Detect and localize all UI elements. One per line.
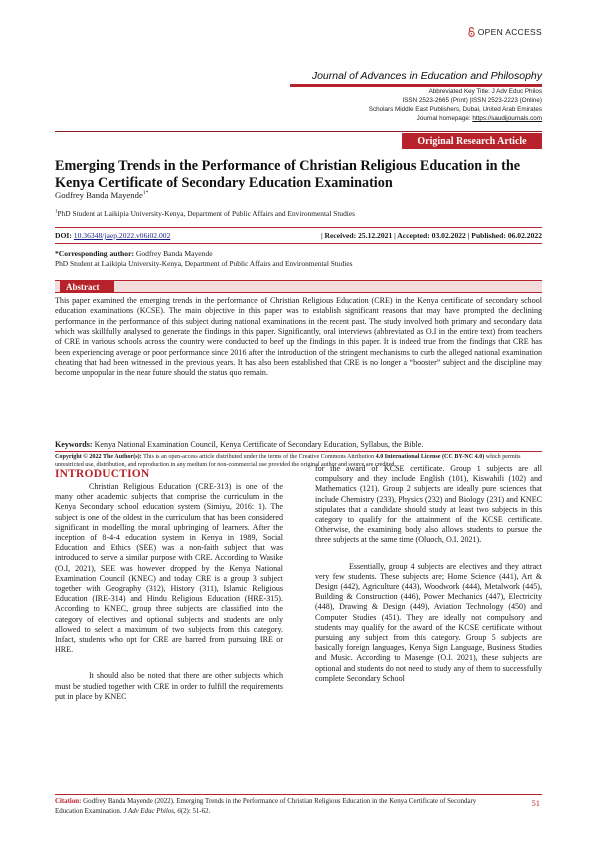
publication-dates: | Received: 25.12.2021 | Accepted: 03.02.2022 | Published: 06.02.2022 [320,231,542,240]
open-access-label: OPEN ACCESS [477,27,542,37]
doi-dates-row [55,231,542,240]
affiliation-superscript: 1 [55,209,58,215]
citation-label: Citation: [55,798,82,805]
intro-paragraph-3: for the award of KCSE certificate. Group 1 subjects are all compulsory and they include English (101), Kiswahili (102) and Mathematics (121). Group 2 subjects are ideally pure sciences that include Chemistry (233), Physics (232) and Biology (231) and KNEC stipulates that a candidate should study at least two subjects in this category to qualify for the attainment of the KCSE certificate. Otherwise, the examining body also allows students to pursue the three subjects at the same time (Oluoch, O.I. 2021). [315,464,542,545]
open-lock-icon [468,27,475,37]
homepage-line [417,115,542,122]
abstract-heading-band [55,280,542,293]
abstract-heading: Abstract [60,281,114,292]
doi-block [55,231,170,240]
citation-text: Godfrey Banda Mayende (2022). Emerging Trends in the Performance of Christian Religious Education in the Kenya Certificate of Secondary Education Examination. [55,798,477,815]
copyright-text: This is an open-access article distributed under the terms of the Creative Commons Attribution [141,454,376,460]
abstract-text: This paper examined the emerging trends in the performance of Christian Religious Education (CRE) in the Kenya certificate of secondary school education examinations (KCSE). The main objective in this paper was to establish significant reasons that may have prompted the declining performance in the performance of this subject during national examinations in the recent past. The study involved both primary and secondary data which was skillfully analysed to generate the findings in this paper. Significantly, oral interviews (abbreviated as O.I in the entire text) from teachers of CRE in various schools across the country were conducted to beef up the findings in this paper. It is indeed true from the findings that CRE has been experiencing average or poor performance since 2016 after the introduction of the stringent mechanisms to curb the alleged national examination cheating that had been witnessed in the previous years. It has also been established that CRE is no longer a “booster” subject and the discipline may become unpopular in the near future should the status quo remain. [55,296,542,378]
homepage-label: Journal homepage: [416,115,473,122]
license-name: 4.0 International License (CC BY-NC 4.0) [375,454,485,460]
journal-title-rule [290,84,542,87]
article-type-label: Original Research Article [402,133,542,149]
doi-label: DOI: [55,231,74,240]
author-name: Godfrey Banda Mayende [55,190,143,200]
citation-journal: J Adv Educ Philos, 6 [123,807,181,815]
corresponding-label: *Corresponding author: [55,249,134,258]
author-superscript: 1* [142,190,149,197]
copyright-label: Copyright © 2022 The Author(s): [55,454,142,460]
author-affiliation [55,209,355,218]
citation-tail: (2): 51-62. [180,807,211,815]
keywords-text: Kenya National Examination Council, Kenya Certificate of Secondary Education, Syllabus, the Bible. [92,440,424,449]
page-number: 51 [531,798,540,808]
intro-paragraph-1: Christian Religious Education (CRE-313) is one of the many other academic subjects that comprise the curriculum in the Kenya Secondary school education system (Simiyu, 2016: 1). The subject is one of the oldest in the curriculum that has been considered significant in modelling the moral upbringing of learners. After the inception of 8-4-4 education system in Kenya in 1989, Social Education and Ethics (SEE) was a non-faith subject that was introduced to serve a similar purpose with CRE. According to Wasike (O.I, 2021), SEE was however dropped by the Kenya National Examination Council (KNEC) and today CRE is a group 3 subject together with Geography (312), History (311), Islamic Religious Education (IRE-314) and Hindu Religious Education (HRE-315). According to KNEC, group three subjects are classified into the category of electives and optional subjects and students are only allowed to select a maximum of two subjects from this category. Infact, students who opt for CRE are barred from pursuing IRE or HRE. [55,482,283,655]
right-column [315,464,542,684]
journal-title: Journal of Advances in Education and Philosophy [311,70,542,82]
abbreviated-title: Abbreviated Key Title: J Adv Educ Philos [428,88,542,95]
article-type-bar [55,131,542,149]
intro-paragraph-2: It should also be noted that there are other subjects which must be studied together with CRE in order to fulfill the requirements put in place by KNEC [55,671,283,701]
intro-paragraph-4: Essentially, group 4 subjects are electives and they attract very few students. These subjects are; Home Science (441), Art & Design (442), Agriculture (443), Woodwork (444), Metalwork (445), Building & Construction (446), Power Mechanics (447), Electricity (448), Drawing & Design (449), Aviation Technology (450) and Computer Studies (451). They are ideally not compulsory and students may qualify for the award of the KCSE certificate without pursuing any subject from this category. Group 5 subjects are basically foreign languages, Kenya Sign Language, Business Studies and Music. According to Masenge (O.I. 2021), these subjects are optional and students do not need to study any of them to successfully complete Secondary School [315,561,542,683]
meta-divider-bottom [55,243,542,244]
issn-line: ISSN 2523-2665 (Print) |ISSN 2523-2223 (Online) [402,97,542,104]
keywords-label: Keywords: [55,440,93,449]
footer-divider [55,794,542,795]
corresponding-affiliation: PhD Student at Laikipia University-Kenya, Department of Public Affairs and Environmental Studies [55,259,353,268]
homepage-link[interactable]: https://saudijournals.com [472,115,542,122]
meta-divider-top [55,227,542,228]
corresponding-name: Godfrey Banda Mayende [133,249,213,258]
article-title: Emerging Trends in the Performance of Christian Religious Education in the Kenya Certificate of Secondary Education Examination [55,158,521,191]
doi-link[interactable]: 10.36348/jaep.2022.v06i02.002 [73,231,171,240]
open-access-badge [468,27,542,37]
affiliation-text: PhD Student at Laikipia University-Kenya, Department of Public Affairs and Environmental Studies [57,209,355,218]
citation-block [55,797,485,816]
left-column [55,482,283,702]
author-line [55,190,148,200]
copyright-tail: which permits unrestricted use, distribution, and reproduction in any medium for non-commercial use provided the original author and source are credited. [55,454,521,468]
introduction-heading: INTRODUCTION [55,468,150,480]
corresponding-author [55,249,213,258]
keywords-line [55,440,542,449]
publisher-line: Scholars Middle East Publishers, Dubai, United Arab Emirates [368,106,542,113]
